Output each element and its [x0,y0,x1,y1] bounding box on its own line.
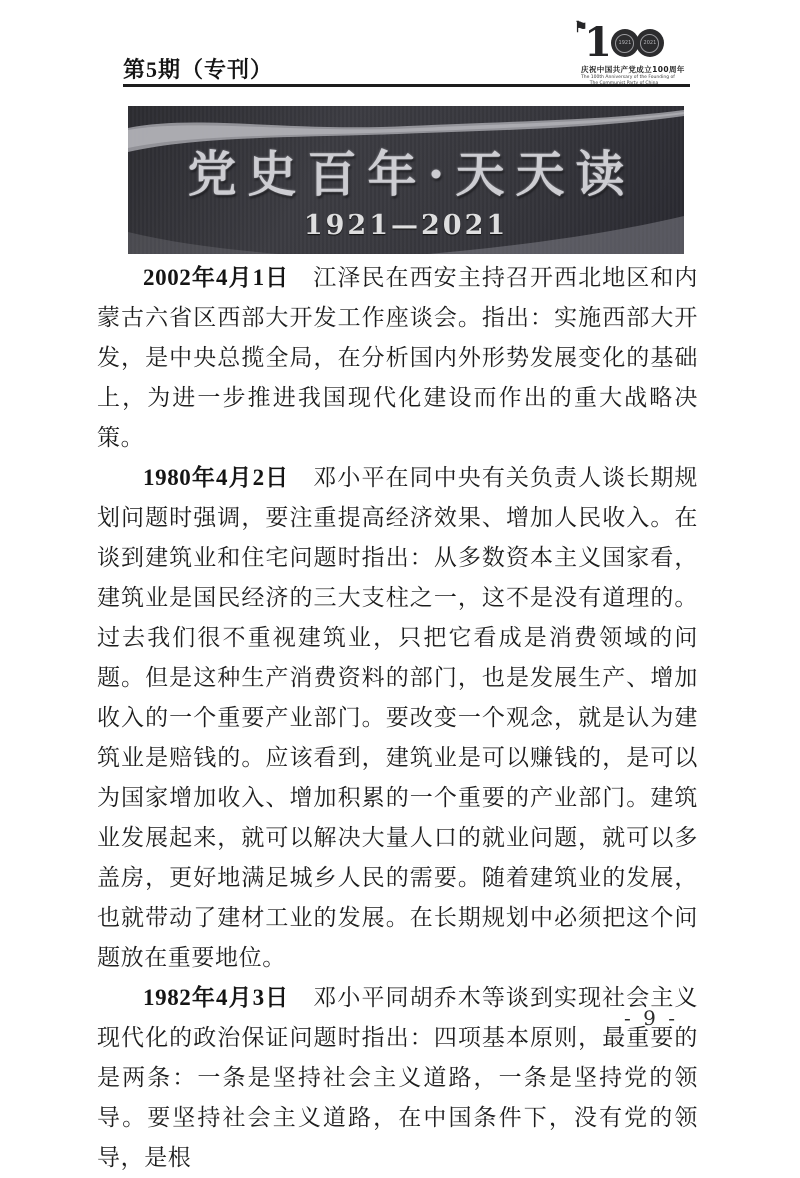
page-number: - 9 - [624,1006,678,1030]
entry-text: 江泽民在西安主持召开西北地区和内蒙古六省区西部大开发工作座谈会。指出：实施西部大开发，是中央总揽全局，在分析国内外形势发展变化的基础上，为进一步推进我国现代化建设而作出的重大战略决策。 [97,265,698,450]
logo-digit-one: ⚑ 1 [574,18,612,66]
entry-date: 1980年4月2日 [143,465,290,490]
logo-number-100 [574,18,667,66]
party-flag-icon: ⚑ [574,18,588,36]
article-body [97,258,698,1178]
entry-text: 邓小平同胡乔木等谈到实现社会主义现代化的政治保证问题时指出：四项基本原则，最重要的是两条：一条是坚持社会主义道路，一条是坚持党的领导。要坚持社会主义道路，在中国条件下，没有党的领导，是根 [97,985,698,1170]
anniversary-logo [574,18,685,86]
banner-years: 1921—2021 [303,210,509,241]
logo-caption-en: The 100th Anniversary of the Founding of [581,75,675,80]
banner-image [128,106,684,254]
logo-circle-1921: 1921 [611,29,639,57]
header-divider [123,84,690,87]
issue-label: 第5期（专刊） [123,57,274,82]
entry-date: 2002年4月1日 [143,265,290,290]
paragraph [97,978,698,1178]
banner-title: 党史百年·天天读 [187,145,636,203]
entry-text: 邓小平在同中央有关负责人谈长期规划问题时强调，要注重提高经济效果、增加人民收入。在谈到建筑业和住宅问题时指出：从多数资本主义国家看，建筑业是国民经济的三大支柱之一，这不是没有道理的。过去我们很不重视建筑业，只把它看成是消费领域的问题。但是这种生产消费资料的部门，也是发展生产、增加收入的一个重要产业部门。要改变一个观念，就是认为建筑业是赔钱的。应该看到，建筑业是可以赚钱的，是可以为国家增加收入、增加积累的一个重要的产业部门。建筑业发展起来，就可以解决大量人口的就业问题，就可以多盖房，更好地满足城乡人民的需要。随着建筑业的发展，也就带动了建材工业的发展。在长期规划中必须把这个问题放在重要地位。 [97,465,698,970]
paragraph [97,458,698,978]
entry-date: 1982年4月3日 [143,985,290,1010]
logo-caption-cn: 庆祝中国共产党成立100周年 [581,65,685,74]
logo-circle-2021: 2021 [636,29,664,57]
paragraph [97,258,698,458]
